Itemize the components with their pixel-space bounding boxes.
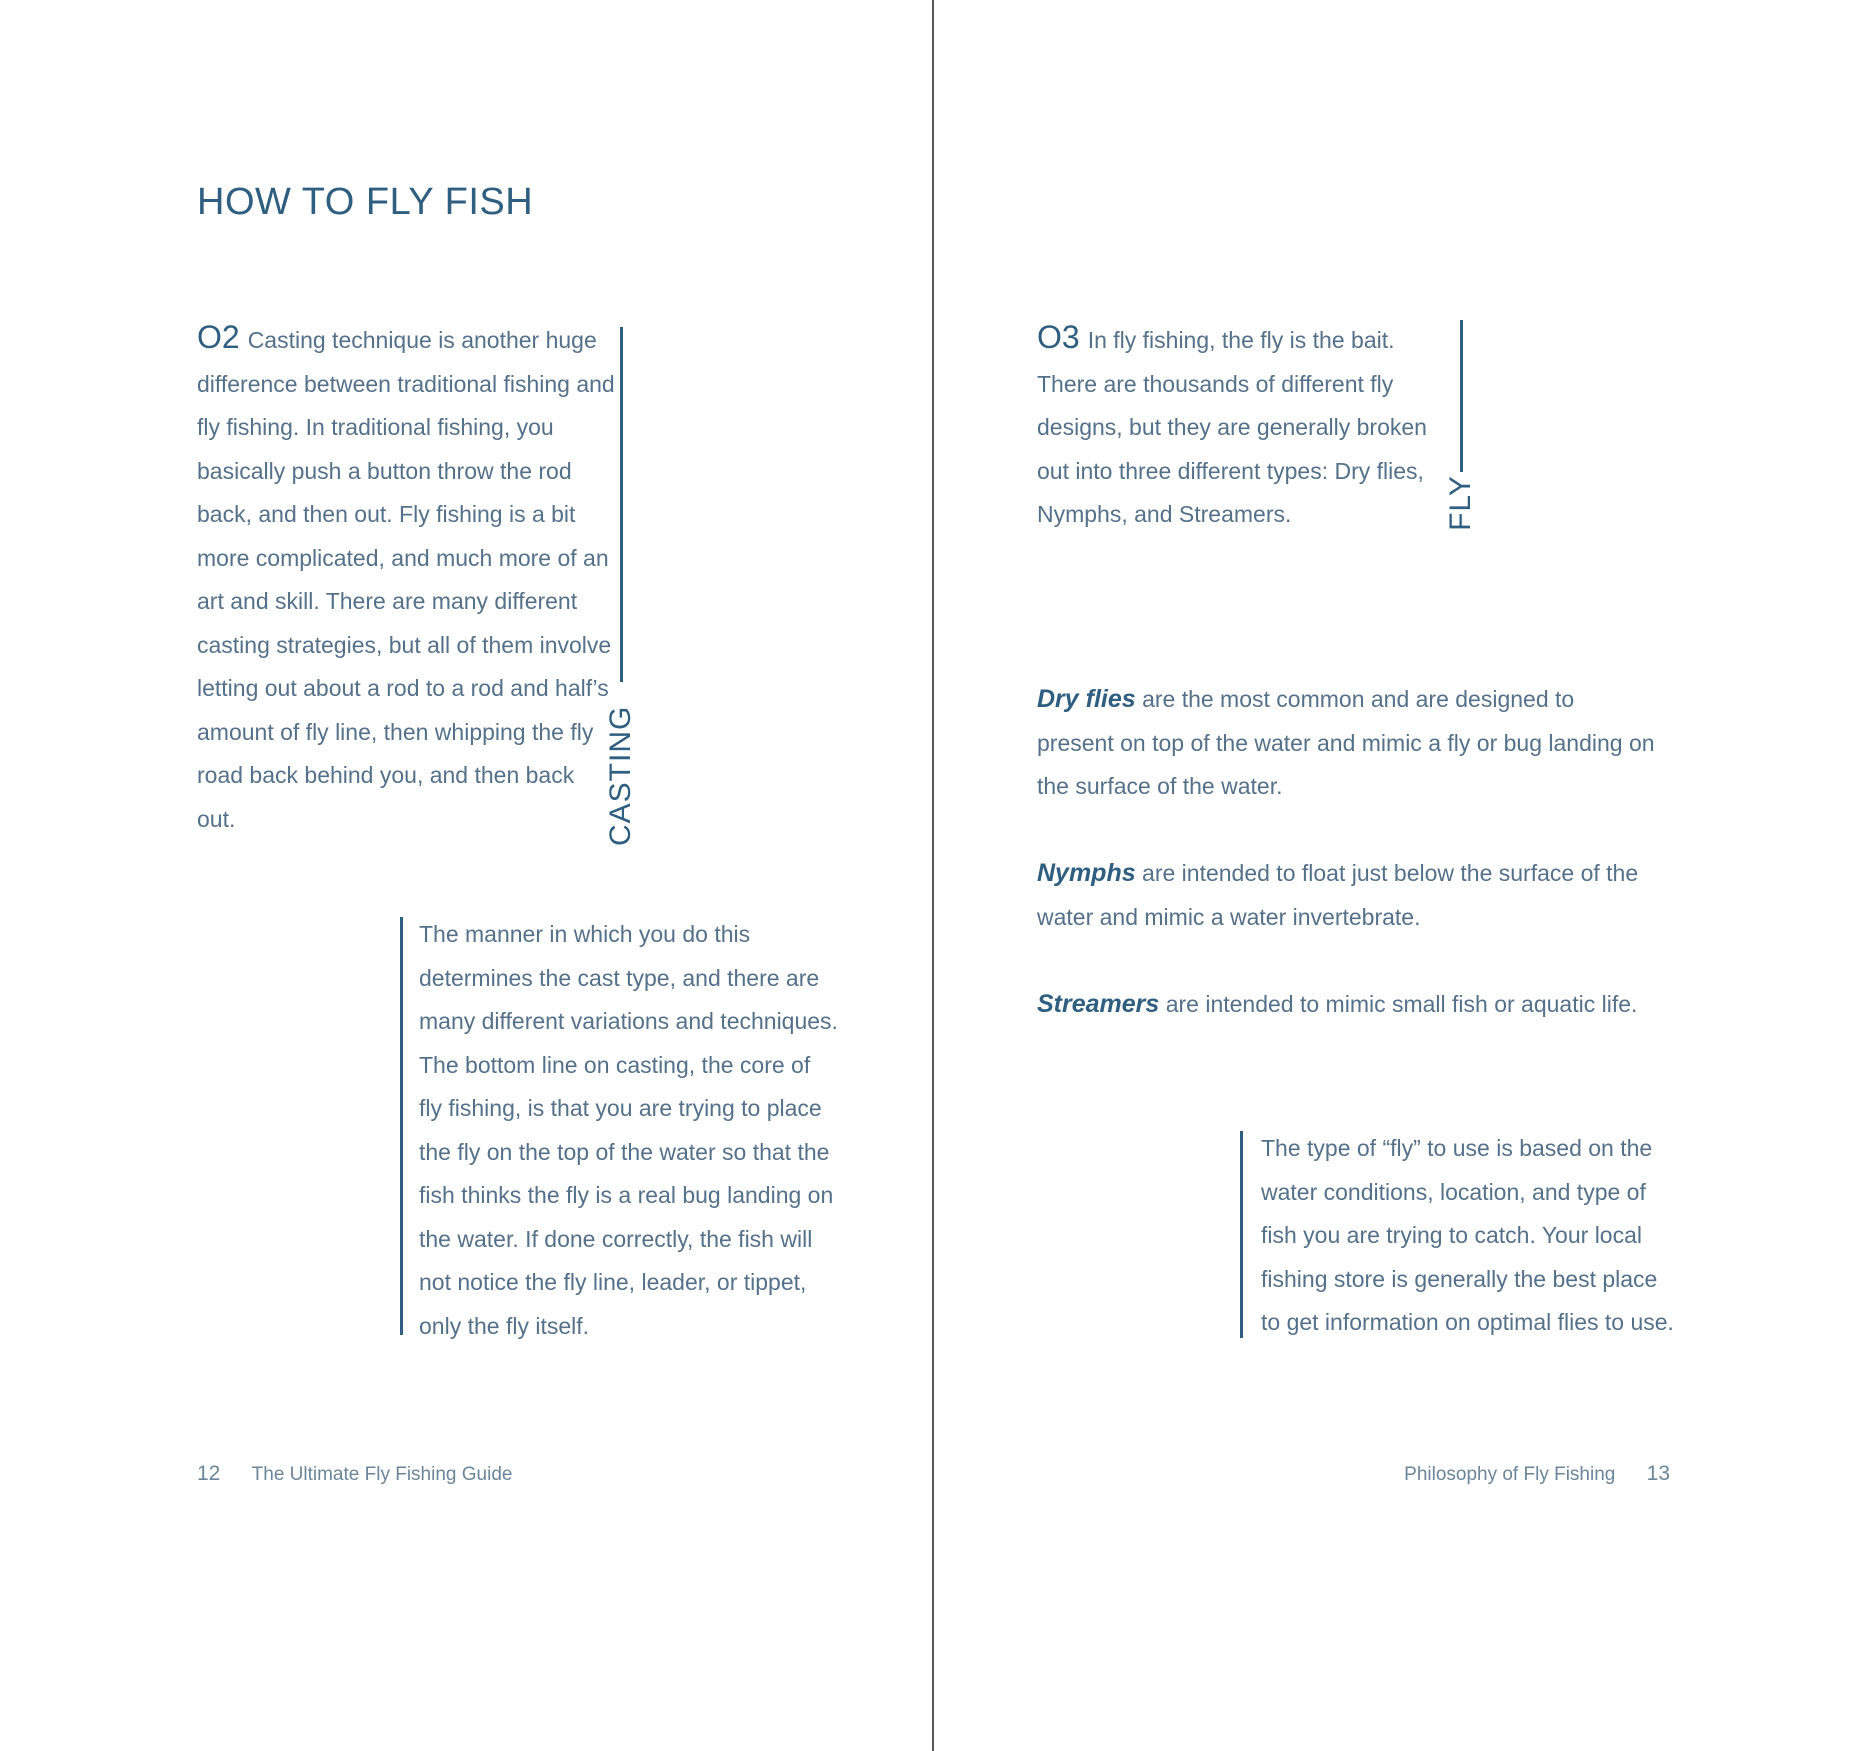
book-title-footer: The Ultimate Fly Fishing Guide [251, 1464, 513, 1485]
page-gutter [932, 0, 934, 1751]
fly-term-dry-flies: Dry flies [1037, 685, 1136, 713]
fly-term-streamers: Streamers [1037, 990, 1160, 1018]
page-number-left: 12 [197, 1462, 221, 1485]
casting-side-rule [620, 327, 623, 682]
casting-section-paragraph [197, 316, 615, 841]
right-footer [1404, 1462, 1670, 1486]
fly-desc-streamers: are intended to mimic small fish or aquatic life. [1165, 991, 1638, 1017]
fly-desc-nymphs: are intended to float just below the surface of the water and mimic a water invertebrate. [1037, 860, 1639, 930]
fly-section-text: In fly fishing, the fly is the bait. There are thousands of different fly designs, but they are generally broken out into three different types: Dry flies, Nymphs, and Streamers. [1037, 327, 1427, 527]
left-footer [197, 1462, 512, 1486]
fly-section-paragraph [1037, 316, 1442, 537]
chapter-title-footer: Philosophy of Fly Fishing [1404, 1464, 1616, 1485]
fly-side-rule [1460, 320, 1463, 472]
page-number-right: 13 [1646, 1462, 1670, 1485]
fly-side-label: FLY [1444, 475, 1477, 531]
page-title: HOW TO FLY FISH [197, 181, 534, 223]
fly-quote-bar [1240, 1131, 1243, 1338]
casting-quote-bar [400, 917, 403, 1335]
casting-side-label: CASTING [604, 705, 637, 846]
fly-term-nymphs: Nymphs [1037, 859, 1136, 887]
fly-desc-dry-flies: are the most common and are designed to present on top of the water and mimic a fly or bug landing on the surface of the water. [1037, 686, 1655, 799]
casting-quote: The manner in which you do this determines the cast type, and there are many different variations and techniques. The bottom line on casting, the core of fly fishing, is that you are trying to place the fly on the top of the water so that the fish thinks the fly is a real bug landing on the water. If done correctly, the fish will not notice the fly line, leader, or tippet, only the fly itself. [419, 921, 838, 1339]
fly-type-nymphs [1037, 852, 1657, 939]
casting-section-text: Casting technique is another huge difference between traditional fishing and fly fishing. In traditional fishing, you basically push a button throw the rod back, and then out. Fly fishing is a bit more complicated, and much more of an art and skill. There are many different casting strategies, but all of them involve letting out about a rod to a rod and half’s amount of fly line, then whipping the fly road back behind you, and then back out. [197, 327, 615, 832]
fly-type-streamers [1037, 983, 1657, 1027]
fly-quote: The type of “fly” to use is based on the water conditions, location, and type of fish you are trying to catch. Your local fishing store is generally the best place to get information on optimal flies to use. [1261, 1135, 1674, 1335]
section-number-03: O3 [1037, 319, 1080, 355]
fly-type-dry-flies [1037, 678, 1657, 809]
section-number-02: O2 [197, 319, 240, 355]
